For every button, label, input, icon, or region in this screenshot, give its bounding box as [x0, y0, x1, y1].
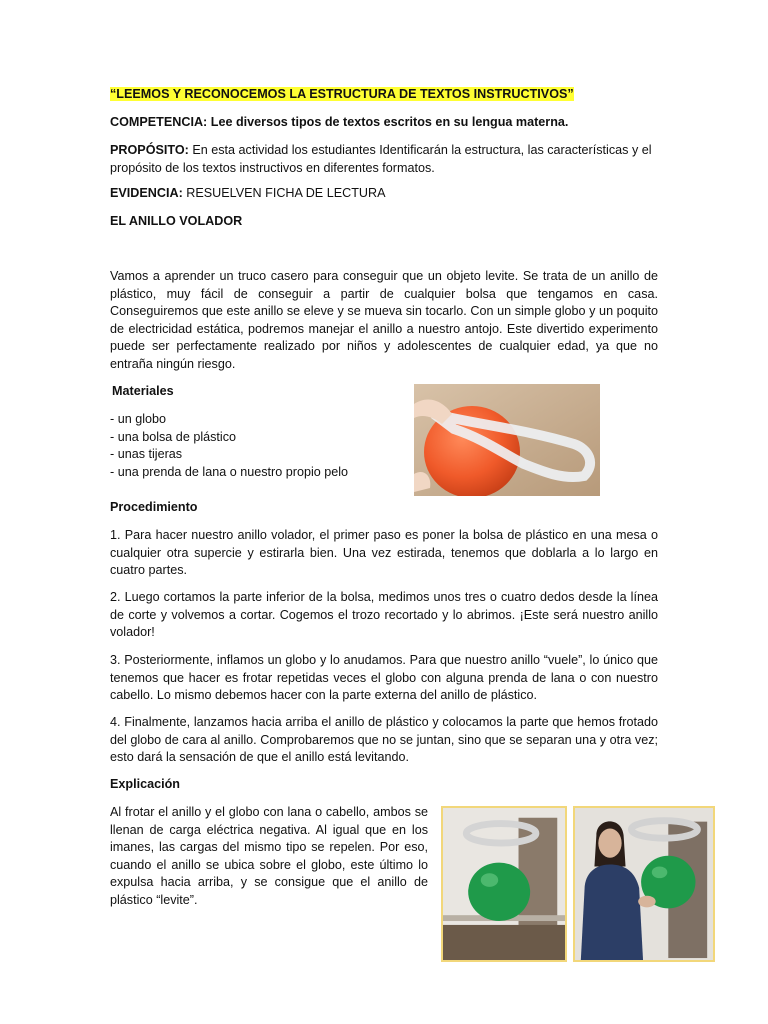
explicacion-paragraph: Al frotar el anillo y el globo con lana o cabello, ambos se llenan de carga eléctrica negativa. Al igual que en los imanes, las cargas del mismo tipo se repelen. Por eso, cuando el anillo se ubica sobre el globo, este último lo expulsa hacia arriba, y se consigue que el anillo de plástico “levite”.	[110, 805, 428, 907]
document-title	[110, 87, 658, 101]
intro-paragraph: Vamos a aprender un truco casero para conseguir que un objeto levite. Se trata de un anillo de plástico, muy fácil de conseguir a partir de cualquier bolsa que tengamos en casa. Conseguiremos que este anillo se eleve y se mueva sin tocarlo. Con un simple globo y un poquito de electricidad estática, podremos manejar el anillo a nuestro antojo. Este divertido experimento puede ser perfectamente realizado por niños y adolescentes de cualquier edad, ya que no entraña ningún riesgo.	[110, 269, 658, 371]
explicacion-heading: Explicación	[110, 777, 180, 791]
procedimiento-heading: Procedimiento	[110, 500, 198, 514]
competencia-line	[110, 115, 658, 129]
levitating-ring-photo-1	[441, 806, 567, 962]
levitating-ring-photo-2	[573, 806, 715, 962]
section-subtitle: EL ANILLO VOLADOR	[110, 214, 243, 228]
list-item: - un globo	[110, 412, 167, 426]
competencia-label: COMPETENCIA:	[110, 115, 208, 129]
evidencia-label: EVIDENCIA:	[110, 186, 183, 200]
materiales-list	[110, 411, 410, 481]
list-item: - unas tijeras	[110, 447, 183, 461]
procedure-step-1: 1. Para hacer nuestro anillo volador, el primer paso es poner la bolsa de plástico en una mesa o cualquier otra supercie y estirarla bien. Una vez estirada, tenemos que doblarla a lo largo en cuatro partes.	[110, 528, 658, 577]
procedure-step-4: 4. Finalmente, lanzamos hacia arriba el anillo de plástico y colocamos la parte que hemos frotado del globo de cara al anillo. Comprobaremos que no se juntan, sino que se separan una y otra vez; esto dará la sensación de que el anillo está levitando.	[110, 715, 658, 764]
evidencia-text: RESUELVEN FICHA DE LECTURA	[182, 186, 386, 200]
title-highlight: “LEEMOS Y RECONOCEMOS LA ESTRUCTURA DE TEXTOS INSTRUCTIVOS”	[110, 87, 574, 101]
evidencia-line	[110, 186, 658, 200]
procedure-step-3: 3. Posteriormente, inflamos un globo y lo anudamos. Para que nuestro anillo “vuele”, lo único que tenemos que hacer es frotar repetidas veces el globo con alguna prenda de lana o con nuestro cabello. Lo mismo debemos hacer con la parte externa del anillo de plástico.	[110, 653, 658, 702]
proposito-paragraph	[110, 142, 658, 177]
list-item: - una bolsa de plástico	[110, 429, 237, 444]
proposito-text: En esta actividad los estudiantes Identificarán la estructura, las características y el propósito de los textos instructivos en diferentes formatos.	[110, 143, 652, 175]
procedure-step-2: 2. Luego cortamos la parte inferior de la bolsa, medimos unos tres o cuatro dedos desde la línea de corte y volvemos a cortar. Cogemos el trozo recortado y lo abrimos. ¡Este será nuestro anillo volador!	[110, 590, 658, 639]
materiales-heading: Materiales	[112, 384, 174, 398]
proposito-label: PROPÓSITO:	[110, 143, 189, 157]
competencia-text: Lee diversos tipos de textos escritos en su lengua materna.	[207, 115, 569, 129]
list-item: - una prenda de lana o nuestro propio pelo	[110, 464, 349, 479]
balloon-ring-photo	[414, 384, 600, 496]
